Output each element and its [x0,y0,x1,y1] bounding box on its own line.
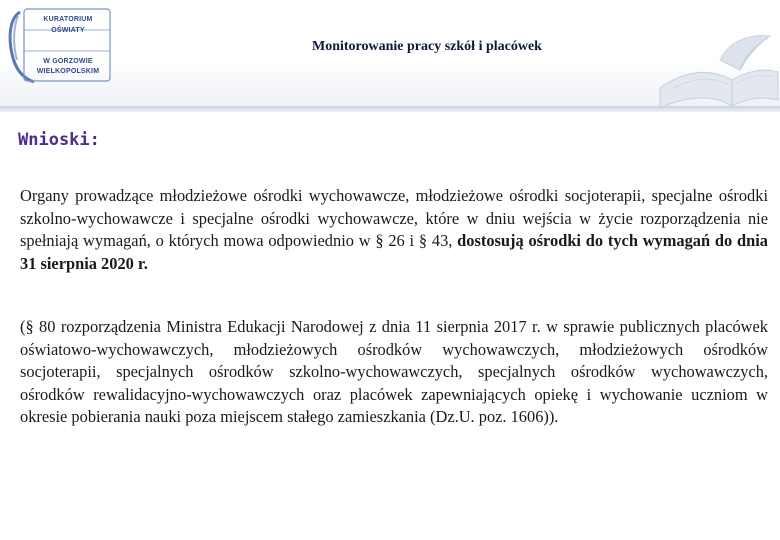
logo-line-1: KURATORIUM [43,16,93,23]
paragraph-conclusion [20,185,768,275]
header-title: Monitorowanie pracy szkół i placówek [312,39,542,54]
section-heading: Wnioski: [18,130,100,150]
logo-line-3: W GORZOWIE [43,58,93,65]
kuratorium-logo [4,6,112,84]
paragraph-conclusion-text: Organy prowadzące młodzieżowe ośrodki wychowawcze, młodzieżowe ośrodki socjoterapii, specjalne ośrodki szkolno-wychowawcze i specjalne ośrodki wychowawcze, które w dniu wejścia w życie rozporządzenia nie spełniają wymagań, o których mowa odpowiednio w § 26 i § 43, [20,186,768,250]
paragraph-legal-reference: (§ 80 rozporządzenia Ministra Edukacji Narodowej z dnia 11 sierpnia 2017 r. w sprawie publicznych placówek oświatowo-wychowawczych, młodzieżowych ośrodków wychowawczych, młodzieżowych ośrodków socjoterapii, specjalnych ośrodków szkolno-wychowawczych, specjalnych ośrodków wychowawczych, ośrodków rewalidacyjno-wychowawczych oraz placówek zapewniających opiekę i wychowanie uczniom w okresie pobierania nauki poza miejscem stałego zamieszkania (Dz.U. poz. 1606)). [20,317,768,426]
open-book-icon [640,30,780,110]
paragraph-conclusion-deadline: dostosują ośrodki do tych wymagań do dnia 31 sierpnia 2020 r. [20,231,768,273]
logo-line-4: WIELKOPOLSKIM [36,68,100,75]
logo-line-2: OŚWIATY [51,27,85,34]
